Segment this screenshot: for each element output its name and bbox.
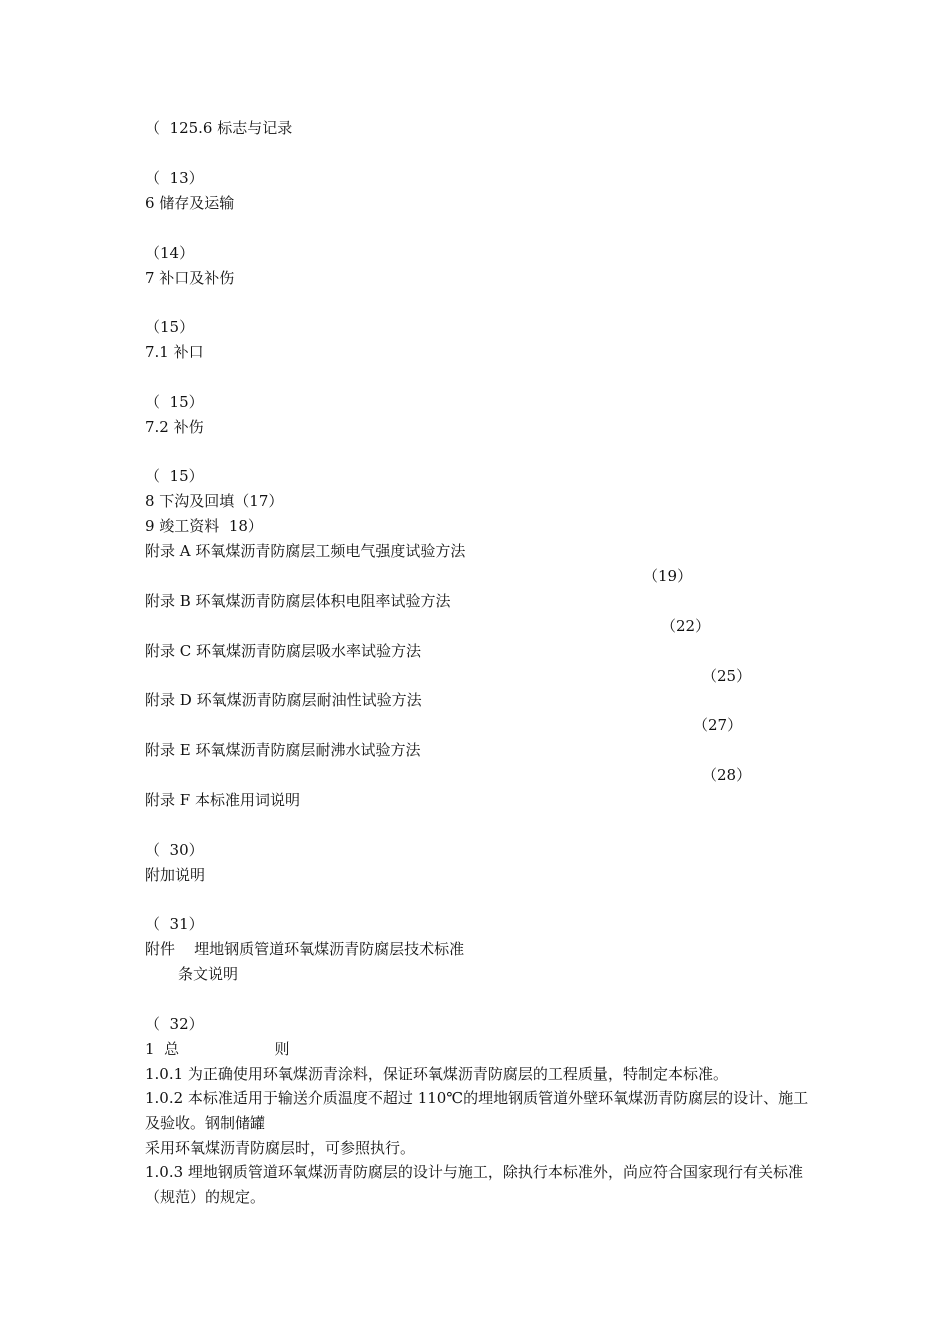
toc-appendix-f-title: 附录 F 本标准用词说明 xyxy=(145,791,300,809)
toc-appendix-b-page: （22） xyxy=(661,617,711,635)
toc-line: 7.1 补口 xyxy=(145,343,204,361)
toc-appendix-c-title: 附录 C 环氧煤沥青防腐层吸水率试验方法 xyxy=(145,642,422,660)
clause-1-0-1: 1.0.1 为正确使用环氧煤沥青涂料，保证环氧煤沥青防腐层的工程质量，特制定本标准。 xyxy=(145,1065,728,1083)
clause-1-0-2-continued: 采用环氧煤沥青防腐层时，可参照执行。 xyxy=(145,1139,416,1157)
toc-line: 6 储存及运输 xyxy=(145,194,235,212)
clause-1-0-2: 1.0.2 本标准适用于输送介质温度不超过 110℃的埋地钢质管道外壁环氧煤沥青防腐层的设计、施工及验收。钢制储罐 xyxy=(145,1089,809,1132)
toc-line: 7.2 补伤 xyxy=(145,418,204,436)
chapter-heading: 1 总 则 xyxy=(145,1040,290,1058)
toc-page-number: （ 30） xyxy=(145,841,204,859)
toc-line: （ 125.6 标志与记录 xyxy=(145,119,293,137)
toc-page-number: （14） xyxy=(145,244,195,262)
toc-appendix-d-title: 附录 D 环氧煤沥青防腐层耐油性试验方法 xyxy=(145,691,422,709)
toc-appendix-a-title: 附录 A 环氧煤沥青防腐层工频电气强度试验方法 xyxy=(145,542,466,560)
toc-line: 条文说明 xyxy=(178,965,239,983)
toc-appendix-d-page: （27） xyxy=(693,716,743,734)
toc-line: 附件 埋地钢质管道环氧煤沥青防腐层技术标准 xyxy=(145,940,465,958)
toc-appendix-a-page: （19） xyxy=(643,567,693,585)
toc-page-number: （ 32） xyxy=(145,1015,204,1033)
toc-page-number: （ 15） xyxy=(145,467,204,485)
toc-line: 7 补口及补伤 xyxy=(145,269,235,287)
toc-page-number: （15） xyxy=(145,318,195,336)
clause-1-0-3: 1.0.3 埋地钢质管道环氧煤沥青防腐层的设计与施工，除执行本标准外，尚应符合国家现行有关标准（规范）的规定。 xyxy=(145,1163,803,1206)
toc-line: 9 竣工资料 18） xyxy=(145,517,263,535)
toc-page-number: （ 15） xyxy=(145,393,204,411)
toc-page-number: （ 31） xyxy=(145,915,204,933)
toc-appendix-c-page: （25） xyxy=(702,667,752,685)
toc-appendix-b-title: 附录 B 环氧煤沥青防腐层体积电阻率试验方法 xyxy=(145,592,451,610)
toc-appendix-e-title: 附录 E 环氧煤沥青防腐层耐沸水试验方法 xyxy=(145,741,421,759)
toc-appendix-e-page: （28） xyxy=(702,766,752,784)
toc-line: 8 下沟及回填（17） xyxy=(145,492,284,510)
toc-line: 附加说明 xyxy=(145,866,206,884)
toc-page-number: （ 13） xyxy=(145,169,204,187)
